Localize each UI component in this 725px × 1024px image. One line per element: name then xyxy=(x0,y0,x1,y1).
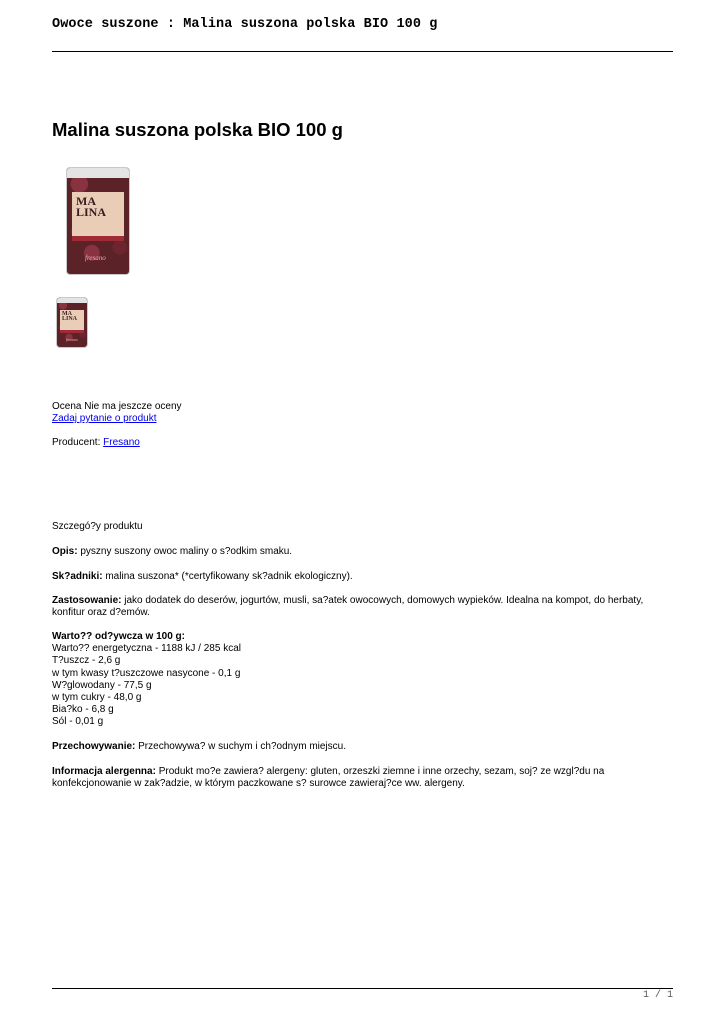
description-text: pyszny suszony owoc maliny o s?odkim smaku. xyxy=(77,546,293,557)
allergen-label: Informacja alergenna: xyxy=(52,766,156,777)
nutrition-line: Bia?ko - 6,8 g xyxy=(52,704,114,716)
nutrition-line: W?glowodany - 77,5 g xyxy=(52,679,152,691)
package-band xyxy=(72,236,124,241)
package-brand: fresano xyxy=(66,337,78,342)
producer-line xyxy=(52,437,676,449)
package-label: MA LINA xyxy=(60,310,84,330)
allergen-text: Produkt mo?e zawiera? alergeny: gluten, orzeszki ziemne i inne orzechy, sezam, soj? ze wzgl?du na konfekcjonowanie w zak?adzie, w którym paczkowane s? surowce zawieraj?ce ww. alergeny. xyxy=(52,766,605,790)
storage-text: Przechowywa? w suchym i ch?odnym miejscu. xyxy=(135,741,346,752)
ingredients-paragraph xyxy=(52,571,676,583)
ask-question-link[interactable]: Zadaj pytanie o produkt xyxy=(52,413,157,425)
ingredients-label: Sk?adniki: xyxy=(52,571,103,582)
package-brand: fresano xyxy=(85,254,106,262)
product-image[interactable] xyxy=(67,168,129,274)
usage-label: Zastosowanie: xyxy=(52,595,122,606)
package-top xyxy=(57,298,87,303)
nutrition-line: w tym cukry - 48,0 g xyxy=(52,692,142,704)
usage-paragraph xyxy=(52,595,676,619)
ingredients-text: malina suszona* (*certyfikowany sk?adnik ekologiczny). xyxy=(102,571,353,582)
nutrition-block xyxy=(52,631,676,729)
producer-label: Producent: xyxy=(52,437,101,448)
description-paragraph xyxy=(52,546,676,558)
allergen-paragraph xyxy=(52,766,676,790)
rating-block xyxy=(52,401,676,425)
nutrition-line: T?uszcz - 2,6 g xyxy=(52,655,121,667)
product-title: Malina suszona polska BIO 100 g xyxy=(52,119,343,140)
usage-text: jako dodatek do deserów, jogurtów, musli, sa?atek owocowych, domowych wypieków. Idealna na kompot, do herbaty, konfitur oraz d?emów. xyxy=(52,595,644,619)
page-number: 1 / 1 xyxy=(642,990,673,1001)
details-heading: Szczegó?y produktu xyxy=(52,521,143,532)
package-label: MA LINA xyxy=(72,192,124,236)
description-label: Opis: xyxy=(52,546,78,557)
producer-link[interactable]: Fresano xyxy=(103,437,140,448)
document-header-title: Owoce suszone : Malina suszona polska BIO 100 g xyxy=(52,17,438,32)
header-divider xyxy=(52,51,673,52)
footer-divider xyxy=(52,988,673,989)
nutrition-line: Sól - 0,01 g xyxy=(52,716,104,728)
package-band xyxy=(60,330,84,333)
nutrition-label: Warto?? od?ywcza w 100 g: xyxy=(52,631,185,642)
rating-text: Ocena Nie ma jeszcze oceny xyxy=(52,401,182,412)
nutrition-line: Warto?? energetyczna - 1188 kJ / 285 kcal xyxy=(52,643,241,655)
package-top xyxy=(67,168,129,178)
storage-paragraph xyxy=(52,741,676,753)
product-thumbnail[interactable] xyxy=(57,298,87,347)
nutrition-line: w tym kwasy t?uszczowe nasycone - 0,1 g xyxy=(52,667,241,679)
storage-label: Przechowywanie: xyxy=(52,741,136,752)
